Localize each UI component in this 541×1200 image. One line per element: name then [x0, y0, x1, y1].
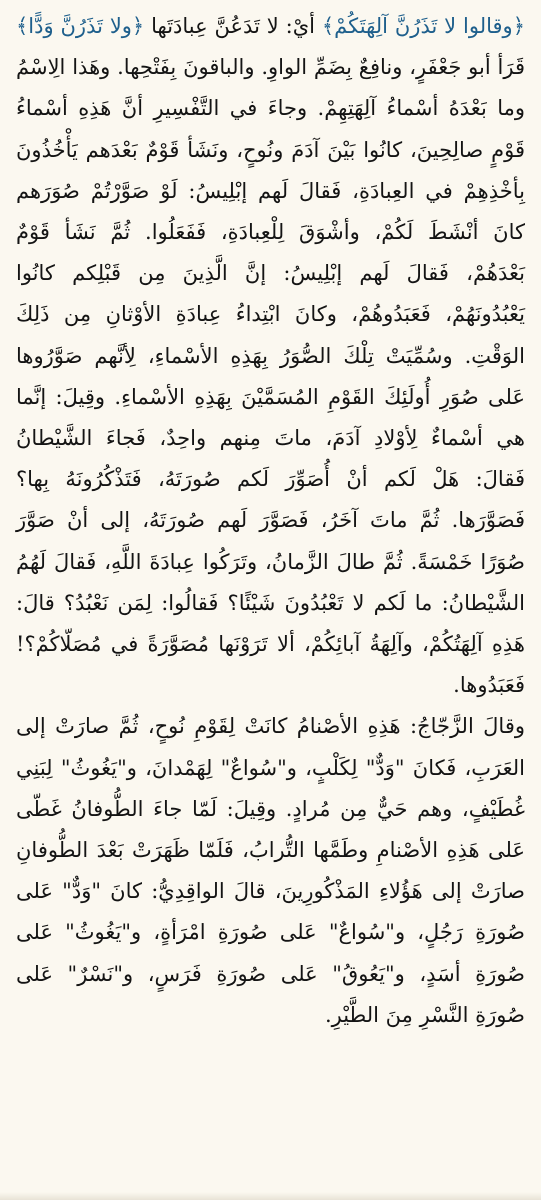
explanation-1: أيْ: لا تَدَعُنَّ عِبادَتَها: [144, 14, 322, 38]
quran-verse-1: ﴿وقالوا لا تَذَرُنَّ آلِهَتَكُمْ﴾: [321, 14, 525, 38]
paragraph-1-body: قَرَأ أبو جَعْفَرٍ، ونافِعٌ بِضَمِّ الواوِ. والباقونَ بِفَتْحِها. وهَذا الِاسْمُ وما بَعْدَهُ أسْماءُ آلِهَتِهِمْ. وجاءَ في التَّفْسِيرِ أنَّ هَذِهِ أسْماءُ قَوْمٍ صالِحِينَ، كانُوا بَيْنَ آدَمَ ونُوحٍ، ونَشَأ قَوْمٌ بَعْدَهم يَأْخُذُونَ بِأخْذِهِمْ في العِبادَةِ، فَقالَ لَهم إبْلِيسُ: لَوْ صَوَّرْتُمْ صُوَرَهم كانَ أنْشَطَ لَكُمْ، وأشْوَقَ لِلْعِبادَةِ، فَفَعَلُوا. ثُمَّ نَشَأ قَوْمٌ بَعْدَهُمْ، فَقالَ لَهم إبْلِيسُ: إنَّ الَّذِينَ مِن قَبْلِكم كانُوا يَعْبُدُونَهُمْ، فَعَبَدُوهُمْ، وكانَ ابْتِداءُ عِبادَةِ الأوْثانِ مِن ذَلِكَ الوَقْتِ. وسُمِّيَتْ تِلْكَ الصُّوَرُ بِهَذِهِ الأسْماءِ، لِأنَّهم صَوَّرُوها عَلى صُوَرِ أُولَئِكَ القَوْمِ المُسَمَّيْنَ بِهَذِهِ الأسْماءِ. وقِيلَ: إنَّما هي أسْماءٌ لِأوْلادِ آدَمَ، ماتَ مِنهم واحِدٌ، فَجاءَ الشَّيْطانُ فَقالَ: هَلْ لَكم أنْ أُصَوِّرَ لَكم صُورَتَهُ، فَتَذْكُرُونَهُ بِها؟ فَصَوَّرَها. ثُمَّ ماتَ آخَرُ، فَصَوَّرَ لَهم صُورَتَهُ، إلى أنْ صَوَّرَ صُوَرًا خَمْسَةً. ثُمَّ طالَ الزَّمانُ، وتَرَكُوا عِبادَةَ اللَّهِ، فَقالَ لَهُمُ الشَّيْطانُ: ما لَكم لا تَعْبُدُونَ شَيْئًا؟ فَقالُوا: لِمَن نَعْبُدُ؟ قالَ: هَذِهِ آلِهَتُكُمْ، وآلِهَةُ آبائِكُمْ، ألا تَرَوْنَها مُصَوَّرَةً في مُصَلّاكُمْ؟! فَعَبَدُوها.: [16, 55, 525, 698]
paragraph-2-body: وقالَ الزَّجّاجُ: هَذِهِ الأصْنامُ كانَتْ لِقَوْمِ نُوحٍ، ثُمَّ صارَتْ إلى العَرَبِ، فَكانَ "وَدٌّ" لِكَلْبٍ، و"سُواعٌ" لِهَمْدانَ، و"يَغُوثُ" لِبَنِي غُطَيْفٍ، وهم حَيٌّ مِن مُرادٍ. وقِيلَ: لَمّا جاءَ الطُّوفانُ غَطّى عَلى هَذِهِ الأصْنامِ وطَمَّها التُّرابُ، فَلَمّا ظَهَرَتْ بَعْدَ الطُّوفانِ صارَتْ إلى هَؤُلاءِ المَذْكُورِينَ، قالَ الواقِدِيُّ: كانَ "وَدٌّ" عَلى صُورَةِ رَجُلٍ، و"سُواعٌ" عَلى صُورَةِ امْرَأةٍ، و"يَغُوثُ" عَلى صُورَةِ أسَدٍ، و"يَعُوقُ" عَلى صُورَةِ فَرَسٍ، و"نَسْرٌ" عَلى صُورَةِ النَّسْرِ مِنَ الطَّيْرِ.: [16, 714, 525, 1027]
quran-verse-2: ﴿ولا تَذَرُنَّ وَدًّا﴾: [16, 14, 145, 38]
paragraph-2: [16, 706, 525, 1036]
paragraph-1: [16, 6, 525, 706]
page-bottom-edge: [0, 1192, 541, 1200]
